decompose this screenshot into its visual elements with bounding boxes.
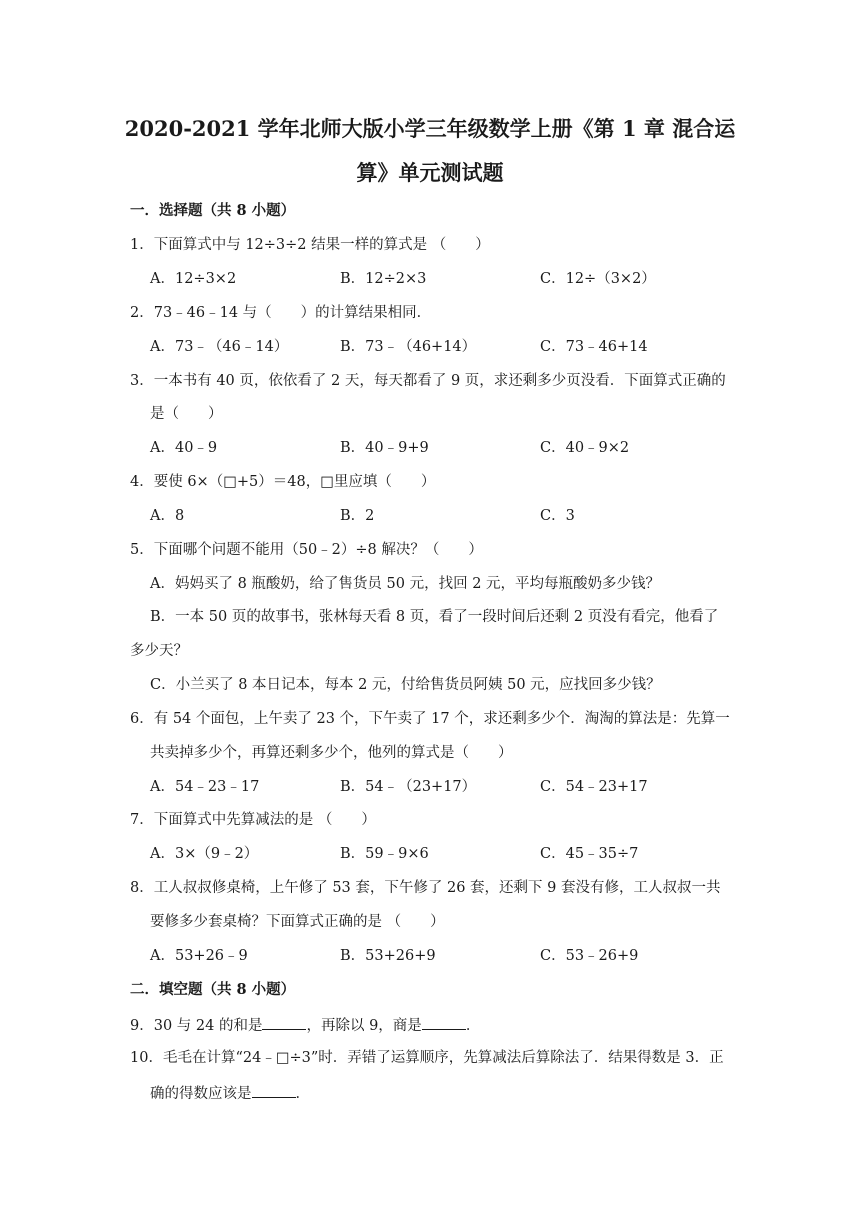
question-10-text-1: 确的得数应该是 xyxy=(150,1086,252,1102)
question-4-option-b: B．2 xyxy=(340,508,375,524)
question-6-option-b: B．54﹣（23+17） xyxy=(340,779,477,795)
question-9-text-1: 9．30 与 24 的和是 xyxy=(130,1018,263,1034)
question-7-stem: 7．下面算式中先算减法的是 （ ） xyxy=(130,812,376,828)
question-3-option-a: A．40﹣9 xyxy=(150,440,218,456)
question-4-option-a: A．8 xyxy=(150,508,185,524)
answer-blank[interactable] xyxy=(262,1017,306,1030)
question-1-option-c: C．12÷（3×2） xyxy=(540,271,656,287)
question-4-option-c: C．3 xyxy=(540,508,575,524)
question-8-option-a: A．53+26﹣9 xyxy=(150,948,248,964)
question-7-option-c: C．45﹣35÷7 xyxy=(540,846,639,862)
question-2-option-b: B．73﹣（46+14） xyxy=(340,339,477,355)
question-10-line-2 xyxy=(150,1085,310,1102)
question-2-option-c: C．73﹣46+14 xyxy=(540,339,648,355)
question-1-stem: 1．下面算式中与 12÷3÷2 结果一样的算式是 （ ） xyxy=(130,237,490,253)
question-1-option-a: A．12÷3×2 xyxy=(150,271,237,287)
answer-blank[interactable] xyxy=(252,1085,296,1098)
question-2-option-a: A．73﹣（46﹣14） xyxy=(150,339,289,355)
question-4-stem: 4．要使 6×（□+5）＝48，□里应填（ ） xyxy=(130,474,436,490)
question-7-option-b: B．59﹣9×6 xyxy=(340,846,429,862)
question-9 xyxy=(130,1017,480,1034)
question-3-option-b: B．40﹣9+9 xyxy=(340,440,429,456)
question-8-option-b: B．53+26+9 xyxy=(340,948,436,964)
question-9-text-2: ，再除以 9，商是 xyxy=(306,1018,422,1034)
question-9-text-3: ． xyxy=(465,1018,481,1034)
question-1-option-b: B．12÷2×3 xyxy=(340,271,427,287)
question-7-option-a: A．3×（9﹣2） xyxy=(150,846,259,862)
question-8-stem-line-1: 8．工人叔叔修桌椅，上午修了 53 套，下午修了 26 套，还剩下 9 套没有修，工人叔叔一共 xyxy=(130,880,721,896)
question-5-option-a: A．妈妈买了 8 瓶酸奶，给了售货员 50 元，找回 2 元，平均每瓶酸奶多少钱？ xyxy=(150,576,661,592)
document-title-line-1: 2020-2021 学年北师大版小学三年级数学上册《第 1 章 混合运 xyxy=(124,116,736,141)
section-heading-choice: 一．选择题（共 8 小题） xyxy=(130,202,296,219)
question-5-stem: 5．下面哪个问题不能用（50﹣2）÷8 解决？（ ） xyxy=(130,542,483,558)
question-5-option-b-line-1: B．一本 50 页的故事书，张林每天看 8 页，看了一段时间后还剩 2 页没有看完，他看了 xyxy=(150,609,719,625)
question-3-stem-line-1: 3．一本书有 40 页，依依看了 2 天，每天都看了 9 页，求还剩多少页没看．下面算式正确的 xyxy=(130,373,726,389)
question-3-stem-line-2: 是（ ） xyxy=(150,406,223,422)
question-5-option-b-line-2: 多少天？ xyxy=(130,643,188,659)
section-heading-fill-blank: 二．填空题（共 8 小题） xyxy=(130,981,296,998)
question-5-option-c: C．小兰买了 8 本日记本，每本 2 元，付给售货员阿姨 50 元，应找回多少钱？ xyxy=(150,677,661,693)
question-6-stem-line-2: 共卖掉多少个，再算还剩多少个，他列的算式是（ ） xyxy=(150,745,513,761)
document-title-line-2: 算》单元测试题 xyxy=(356,160,504,185)
question-8-stem-line-2: 要修多少套桌椅？下面算式正确的是 （ ） xyxy=(150,914,445,930)
question-6-stem-line-1: 6．有 54 个面包，上午卖了 23 个，下午卖了 17 个，求还剩多少个．淘淘的算法是：先算一 xyxy=(130,711,730,727)
question-6-option-a: A．54﹣23﹣17 xyxy=(150,779,260,795)
answer-blank[interactable] xyxy=(422,1017,466,1030)
question-10-line-1: 10．毛毛在计算“24﹣□÷3”时．弄错了运算顺序，先算减法后算除法了．结果得数是 3．正 xyxy=(130,1050,724,1066)
question-2-stem: 2．73﹣46﹣14 与（ ）的计算结果相同． xyxy=(130,305,432,321)
question-6-option-c: C．54﹣23+17 xyxy=(540,779,648,795)
question-3-option-c: C．40﹣9×2 xyxy=(540,440,630,456)
question-8-option-c: C．53﹣26+9 xyxy=(540,948,639,964)
question-10-text-2: ． xyxy=(295,1086,310,1102)
